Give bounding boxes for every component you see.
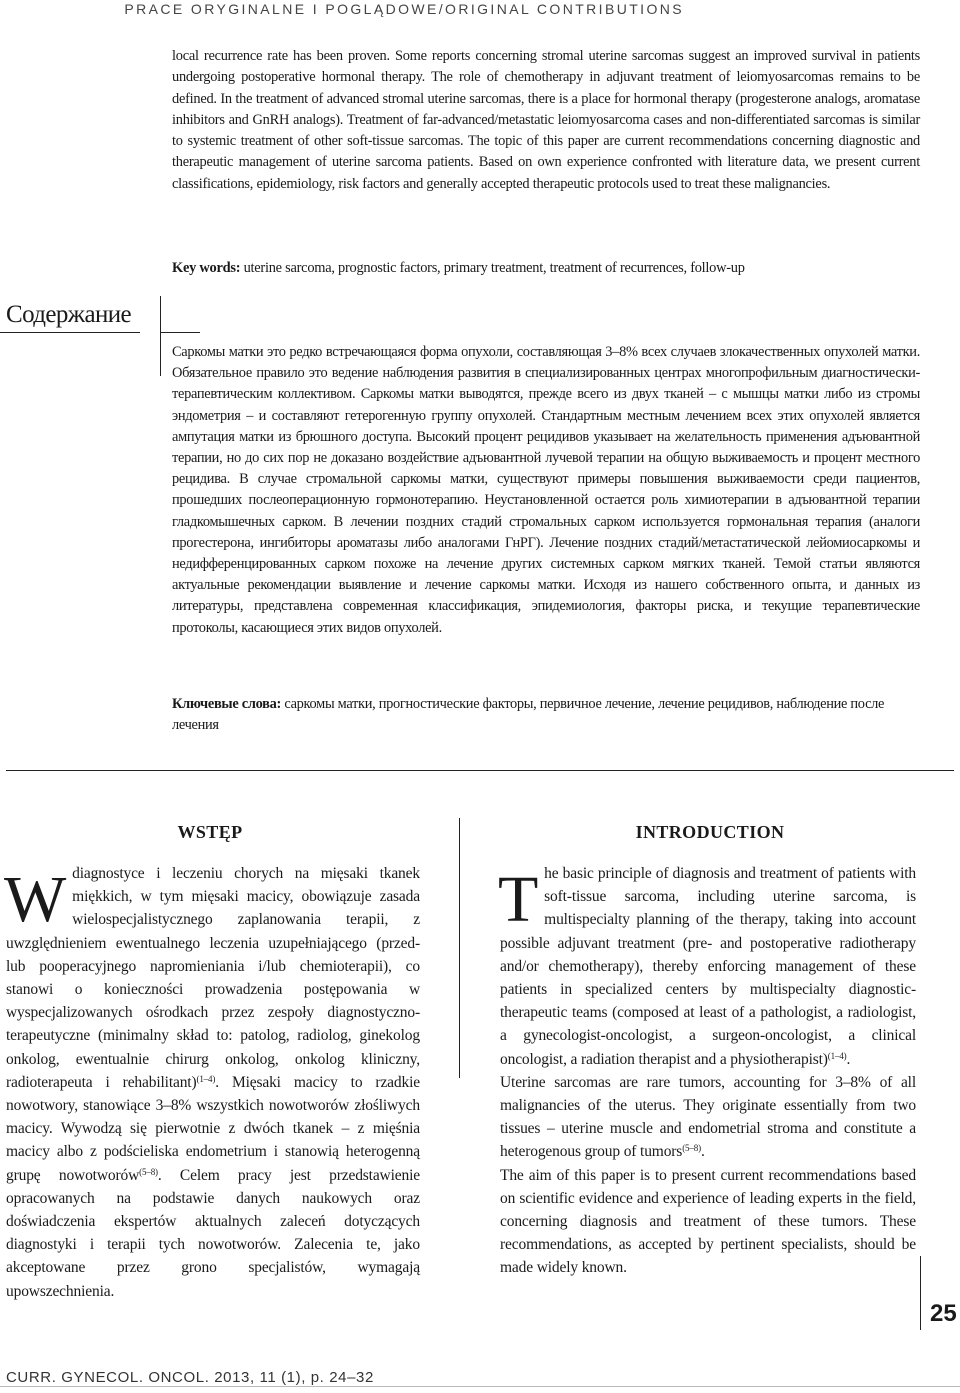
russian-abstract-title: Содержание [6,301,131,328]
ref-citation: (1–4) [196,1073,216,1084]
russian-title-rule-left [0,332,140,333]
section-divider [6,770,954,771]
polish-para-3: . Celem pracy jest przedstawienie opracowanych na podstawie danych naukowych oraz doświadczenia ekspertów aktualnych zaleceń dotyczących diagnostyki i terapii tych nowotworów. Zalecenia te, jako akceptowane przez grono specjalistów, wymagają upowszechnienia. [6,1166,420,1300]
ref-citation: (5–8) [139,1166,158,1177]
abstract-english: local recurrence rate has been proven. Some reports concerning stromal uterine sarcomas suggest an improved survival in patients undergoing postoperative hormonal therapy. The role of chemotherapy in adjuvant treatment of leiomyosarcomas remains to be defined. In the treatment of advanced stromal uterine sarcomas, there is a place for hormonal therapy (progesterone analogs, aromatase inhibitors and GnRH analogs). Treatment of far-advanced/metastatic leiomyosarcoma cases and non-differentiated sarcomas is similar to systemic treatment of other soft-tissue sarcomas. The topic of this paper are current recommendations concerning diagnostic and therapeutic management of uterine sarcoma patients. Based on own experience confronted with literature data, we present current classifications, epidemiology, risk factors and generally accepted therapeutic protocols used to treat these malignancies. [172,48,920,192]
english-para-2: Uterine sarcomas are rare tumors, accounting for 3–8% of all malignancies of the uterus. They originate essentially from two tissues – uterine muscle and endometrial stroma and constitute a heterogenous group of tumors [500,1073,916,1161]
citation-footer: CURR. GYNECOL. ONCOL. 2013, 11 (1), p. 24–32 [6,1369,374,1386]
page-number: 25 [930,1300,957,1327]
english-para-2-end: . [700,1143,705,1161]
ref-citation: (1–4) [827,1050,847,1061]
column-divider [459,818,460,1078]
english-para-1-end: . [846,1050,851,1068]
keywords-english [172,258,920,278]
russian-title-rule-vertical [160,296,161,376]
keywords-text: uterine sarcoma, prognostic factors, primary treatment, treatment of recurrences, follow-up [240,260,745,276]
english-para-3: The aim of this paper is to present current recommendations based on scientific evidence and experience of leading experts in the field, concerning diagnosis and treatment of these tumors. These recommendations, as accepted by pertinent specialists, should be made widely known. [500,1166,916,1277]
english-para-1: he basic principle of diagnosis and treatment of patients with soft-tissue sarcoma, including uterine sarcoma, is multispecialty planning of the therapy, taking into account possible adjuvant treatment (pre- and postoperative radiotherapy and/or chemotherapy), thereby enforcing management of these patients in specialized centers by multispecialty diagnostic-therapeutic teams (composed at least of a pathologist, a radiologist, a gynecologist-oncologist, a surgeon-oncologist, a clinical oncologist, a radiation therapist and a physiotherapist) [500,865,916,1068]
ref-citation: (5–8) [682,1143,701,1154]
english-introduction [500,862,916,1280]
heading-wstep: WSTĘP [177,822,243,842]
footer-rule [0,1386,960,1387]
abstract-russian: Саркомы матки это редко встречающаяся форма опухоли, составляющая 3–8% всех случаев злокачественных опухолей матки. Обязательное правило это ведение наблюдения развития в специализированных центрах многопрофильным диагностически-терапевтическим коллективом. Саркомы матки выводятся, прежде всего из двух тканей – с мышцы матки либо из стромы эндометрия – и составляют гетерогенную группу опухолей. Стандартным местным лечением всех этих опухолей является ампутация матки из брюшного доступа. Высокий процент рецидивов указывает на желательность применения адъювантной терапии, но до сих пор не доказано воздействие адъювантной лучевой терапии на общую выживаемость и процент местного рецидива. В случае стромальной саркомы матки, существуют примеры повышения выживаемости среди пациентов, прошедших послеоперационную гормонотерапию. Неустановленной остается роль химиотерапии в адъювантной терапии гладкомышечных сарком. В лечении поздних стадий стромальных сарком используется гормональная терапия (аналоги прогестерона, ингибиторы ароматазы либо аналогами ГнРГ). Лечение поздних стадий/метастатической лейомиосаркомы и недифференцированных сарком похоже на лечение других системных сарком мягких тканей. Темой статьи являются актуальные рекомендации выявление и лечение саркомы матки. Исходя из нашего собственного опыта, и данных из литературы, представлена современная классификация, эпидемиология, факторы риска, и текущие терапевтические протоколы, касающиеся этих видов опухолей. [172,344,920,636]
polish-para-2: . Mięsaki macicy to rzadkie nowotwory, stanowiące 3–8% wszystkich nowotworów złośliwych macicy. Wywodzą się pierwotnie z dwóch tkanek – z mięśnia macicy albo z podścieliska endometrium i stanowią heterogenną grupę nowotworów [6,1073,420,1184]
keywords-text-russian: саркомы матки, прогностические факторы, первичное лечение, лечение рецидивов, наблюдение после лечения [172,696,885,733]
russian-title-rule-right [160,332,200,333]
polish-introduction [6,862,420,1303]
keywords-label: Key words: [172,260,241,276]
drop-cap-t: T [498,863,539,936]
polish-para-1: diagnostyce i leczeniu chorych na mięsaki tkanek miękkich, w tym mięsaki macicy, obowiązuje zasada wielospecjalistycznego zaplanowania terapii, z uwzględnieniem ewentualnego leczenia uzupełniającego (przed- lub pooperacyjnego napromieniania i/lub chemioterapii), co stanowi o konieczności prowadzenia postępowania w wyspecjalizowanych ośrodkach przez zespoły diagnostyczno-terapeutyczne (minimalny skład to: patolog, radiolog, ginekolog onkolog, ewentualnie chirurg onkolog, onkolog kliniczny, radioterapeuta i rehabilitant) [6,865,420,1091]
page-number-rule [920,1256,921,1330]
heading-introduction: INTRODUCTION [635,822,785,842]
keywords-label-russian: Ключевые слова: [172,696,282,712]
keywords-russian [172,694,920,736]
running-header: PRACE ORYGINALNE I POGLĄDOWE/ORIGINAL CONTRIBUTIONS [124,1,684,17]
drop-cap-w: W [4,863,67,936]
